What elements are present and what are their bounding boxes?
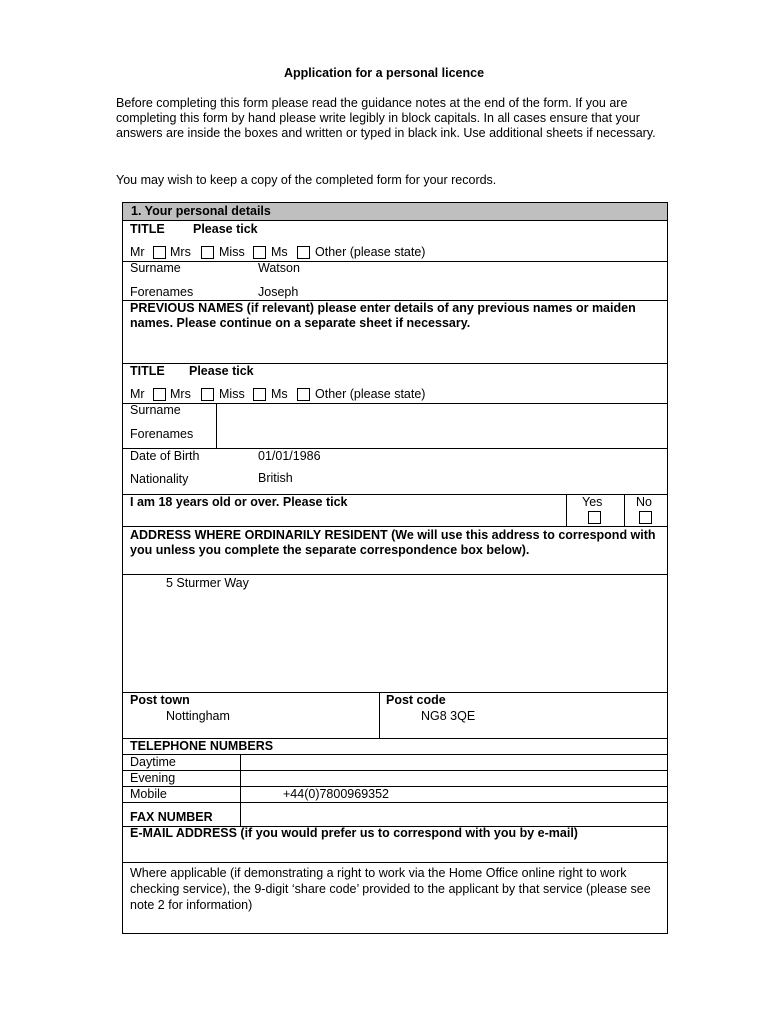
evening-label: Evening [130,771,176,785]
title-mrs-checkbox[interactable] [201,246,214,259]
title-option-mrs-2: Mrs [170,387,191,401]
age-no-label: No [636,495,652,509]
post-code-value[interactable]: NG8 3QE [421,709,476,723]
title-mr-checkbox-2[interactable] [153,388,166,401]
personal-details-form [122,202,668,934]
age-yes-checkbox[interactable] [588,511,601,524]
dob-value[interactable]: 01/01/1986 [258,449,321,463]
title-option-other-2: Other (please state) [315,387,426,401]
post-code-label: Post code [386,693,446,707]
please-tick-label-2: Please tick [189,364,254,378]
dob-label: Date of Birth [130,449,200,463]
title-miss-checkbox[interactable] [253,246,266,259]
please-tick-label: Please tick [193,222,258,236]
age-no-checkbox[interactable] [639,511,652,524]
keep-copy-note: You may wish to keep a copy of the completed form for your records. [116,173,497,187]
age-yes-label: Yes [582,495,603,509]
fax-label: FAX NUMBER [130,810,213,824]
section-header-label: 1. Your personal details [131,204,271,218]
title-miss-checkbox-2[interactable] [253,388,266,401]
post-town-label: Post town [130,693,190,707]
previous-surname-label: Surname [130,403,181,417]
mobile-label: Mobile [130,787,167,801]
title-label-2: TITLE [130,364,165,378]
address-heading: ADDRESS WHERE ORDINARILY RESIDENT (We will use this address to correspond with you unless you complete the separate correspondence box below). [130,528,656,557]
email-heading: E-MAIL ADDRESS (if you would prefer us to correspond with you by e-mail) [130,826,578,840]
surname-label: Surname [130,261,181,275]
post-town-value[interactable]: Nottingham [166,709,230,723]
nationality-label: Nationality [130,472,189,486]
previous-forenames-label: Forenames [130,427,194,441]
page-title: Application for a personal licence [283,66,485,80]
intro-text: Before completing this form please read the guidance notes at the end of the form. If you are completing this form by hand please write legibly in block capitals. In all cases ensure that your answers are inside the boxes and written or typed in black ink. Use additional sheets if necessary. [116,96,656,140]
title-label: TITLE [130,222,165,236]
title-ms-checkbox[interactable] [297,246,310,259]
title-mrs-checkbox-2[interactable] [201,388,214,401]
title-option-mr-2: Mr [130,387,145,401]
mobile-value[interactable]: +44(0)7800969352 [283,787,389,801]
age-confirmation-label: I am 18 years old or over. Please tick [130,495,348,509]
title-mr-checkbox[interactable] [153,246,166,259]
address-line-1[interactable]: 5 Sturmer Way [166,576,249,590]
forenames-value[interactable]: Joseph [258,285,299,299]
section-header [123,203,667,221]
previous-names-heading: PREVIOUS NAMES (if relevant) please enter details of any previous names or maiden names. Please continue on a separate sheet if necessary. [130,301,636,330]
telephone-heading: TELEPHONE NUMBERS [130,739,274,753]
surname-value[interactable]: Watson [258,261,300,275]
title-option-miss: Miss [219,245,245,259]
title-option-miss-2: Miss [219,387,245,401]
daytime-label: Daytime [130,755,176,769]
title-option-mrs: Mrs [170,245,191,259]
title-option-ms: Ms [271,245,288,259]
title-option-mr: Mr [130,245,145,259]
title-option-ms-2: Ms [271,387,288,401]
title-ms-checkbox-2[interactable] [297,388,310,401]
title-option-other: Other (please state) [315,245,426,259]
forenames-label: Forenames [130,285,194,299]
share-code-text: Where applicable (if demonstrating a right to work via the Home Office online right to work checking service), the 9-digit ‘share code’ provided to the applicant by that service (please see note 2 for information) [130,866,651,912]
nationality-value[interactable]: British [258,471,293,485]
